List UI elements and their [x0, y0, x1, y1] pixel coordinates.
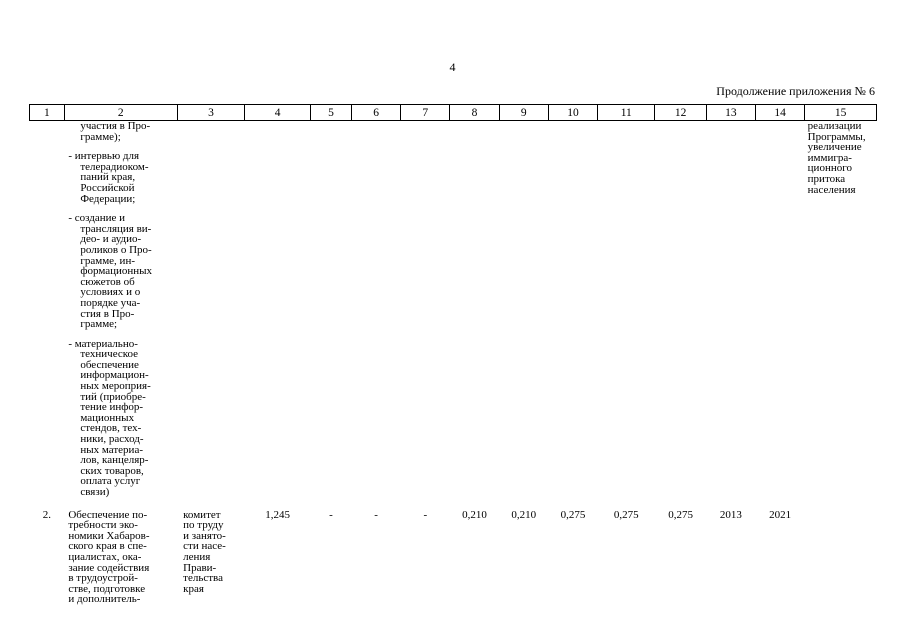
executor-line: и занято-: [183, 529, 226, 542]
description-line: сюжетов об: [80, 275, 135, 288]
result-line: иммигра-: [807, 151, 852, 164]
description-line: телерадиоком-: [80, 160, 149, 173]
row2-c8: 0,210: [462, 508, 487, 521]
description-line: техническое: [80, 348, 139, 361]
column-number-row: [30, 105, 877, 121]
description-line: условиях и о: [80, 286, 141, 299]
row1-result-cell: [805, 121, 877, 498]
row1-c11: [598, 121, 655, 498]
executor-line: тельства: [183, 572, 223, 585]
row2-result-cell: [805, 498, 877, 605]
col-header-12: 12: [655, 105, 706, 121]
description-line: грамме, ин-: [80, 254, 135, 267]
row2-start-year: 2013: [719, 508, 742, 521]
description-line: и дополнитель-: [68, 593, 141, 606]
description-line: лов, канцеляр-: [80, 454, 149, 467]
col-header-2: 2: [64, 105, 177, 121]
description-line: стия в Про-: [80, 307, 135, 320]
result-line: увеличение: [807, 141, 862, 154]
description-line: номики Хабаров-: [68, 529, 150, 542]
col-header-7: 7: [401, 105, 450, 121]
executor-line: сти насе-: [183, 540, 226, 553]
description-line: ских товаров,: [80, 464, 144, 477]
result-line: населения: [807, 183, 856, 196]
description-line: ных мероприя-: [80, 380, 151, 393]
description-line: зание содействия: [68, 561, 150, 574]
list-item: [68, 151, 177, 204]
description-line: в трудоустрой-: [68, 572, 138, 585]
col-header-15: 15: [805, 105, 877, 121]
row1-c7: [401, 121, 450, 498]
row2-c6: -: [374, 508, 378, 521]
col-header-10: 10: [548, 105, 597, 121]
result-line: Программы,: [807, 130, 866, 143]
col-header-8: 8: [450, 105, 499, 121]
row2-c10: 0,275: [560, 508, 586, 521]
description-line: део- и аудио-: [80, 233, 142, 246]
description-line: роликов о Про-: [80, 243, 152, 256]
row1-executor-cell: [177, 121, 245, 498]
row1-c14: [755, 121, 804, 498]
result-line: притока: [807, 172, 846, 185]
appendix-label: Продолжение приложения № 6: [716, 84, 875, 98]
executor-line: Прави-: [183, 561, 217, 574]
row2-c11: 0,275: [613, 508, 639, 521]
col-header-11: 11: [598, 105, 655, 121]
row1-c8: [450, 121, 499, 498]
description-line: тение инфор-: [80, 401, 144, 414]
description-line: Обеспечение по-: [68, 508, 148, 521]
executor-line: края: [183, 582, 204, 595]
table-row: [30, 498, 877, 605]
executor-line: комитет: [183, 508, 221, 521]
col-header-13: 13: [706, 105, 755, 121]
row1-c5: [310, 121, 351, 498]
page-number: 4: [449, 60, 456, 74]
bullet-lead: - материально-: [68, 337, 138, 350]
row1-description-cell: [64, 121, 177, 498]
col-header-9: 9: [499, 105, 548, 121]
row2-c7: -: [423, 508, 428, 521]
col-header-4: 4: [245, 105, 311, 121]
description-line: Федерации;: [80, 192, 136, 205]
row2-executor-cell: [177, 498, 245, 605]
row2-end-year: 2021: [769, 508, 792, 521]
row2-number-cell: 2.: [42, 508, 52, 521]
description-line: ных материа-: [80, 443, 143, 456]
list-item: [68, 213, 177, 330]
row1-c10: [548, 121, 597, 498]
description-line: трансляция ви-: [80, 222, 152, 235]
row1-c13: [706, 121, 755, 498]
description-line: ского края в спе-: [68, 540, 147, 553]
description-line: ники, расход-: [80, 433, 144, 446]
description-line: информацион-: [80, 369, 149, 382]
list-item: [68, 121, 177, 142]
bullet-lead: - создание и: [68, 212, 126, 225]
col-header-6: 6: [351, 105, 400, 121]
row1-c6: [351, 121, 400, 498]
description-line: паний края,: [80, 171, 136, 184]
description-line: стве, подготовке: [68, 582, 146, 595]
description-line: Российской: [80, 181, 135, 194]
col-header-1: 1: [30, 105, 65, 121]
executor-line: по труду: [183, 519, 224, 532]
description-line: стендов, тех-: [80, 422, 142, 435]
row2-c12: 0,275: [668, 508, 693, 521]
description-line: мационных: [80, 411, 135, 424]
row2-description-cell: [64, 498, 177, 605]
description-line: участия в Про-: [80, 120, 151, 132]
row1-c12: [655, 121, 706, 498]
program-table: [29, 104, 877, 605]
description-line: требности эко-: [68, 519, 138, 532]
result-line: реализации: [807, 120, 862, 132]
row2-total-cell: 1,245: [265, 508, 290, 521]
description-line: грамме);: [80, 130, 121, 143]
description-line: формационных: [80, 265, 153, 278]
bullet-lead: - интервью для: [68, 150, 140, 163]
row2-c9: 0,210: [511, 508, 537, 521]
description-line: оплата услуг: [80, 475, 141, 488]
description-line: порядке уча-: [80, 296, 141, 309]
executor-line: ления: [183, 550, 211, 563]
description-line: тий (приобре-: [80, 390, 146, 403]
description-line: связи): [80, 486, 110, 498]
description-line: грамме;: [80, 318, 118, 331]
row1-c4: [245, 121, 311, 498]
description-line: обеспечение: [80, 358, 139, 371]
col-header-3: 3: [177, 105, 245, 121]
description-line: циалистах, ока-: [68, 550, 142, 563]
col-header-14: 14: [755, 105, 804, 121]
list-item: [68, 339, 177, 498]
row2-c5: -: [329, 508, 333, 521]
result-line: ционного: [807, 162, 852, 175]
table-row: [30, 121, 877, 498]
row1-c9: [499, 121, 548, 498]
col-header-5: 5: [310, 105, 351, 121]
row1-number-cell: [30, 121, 65, 498]
